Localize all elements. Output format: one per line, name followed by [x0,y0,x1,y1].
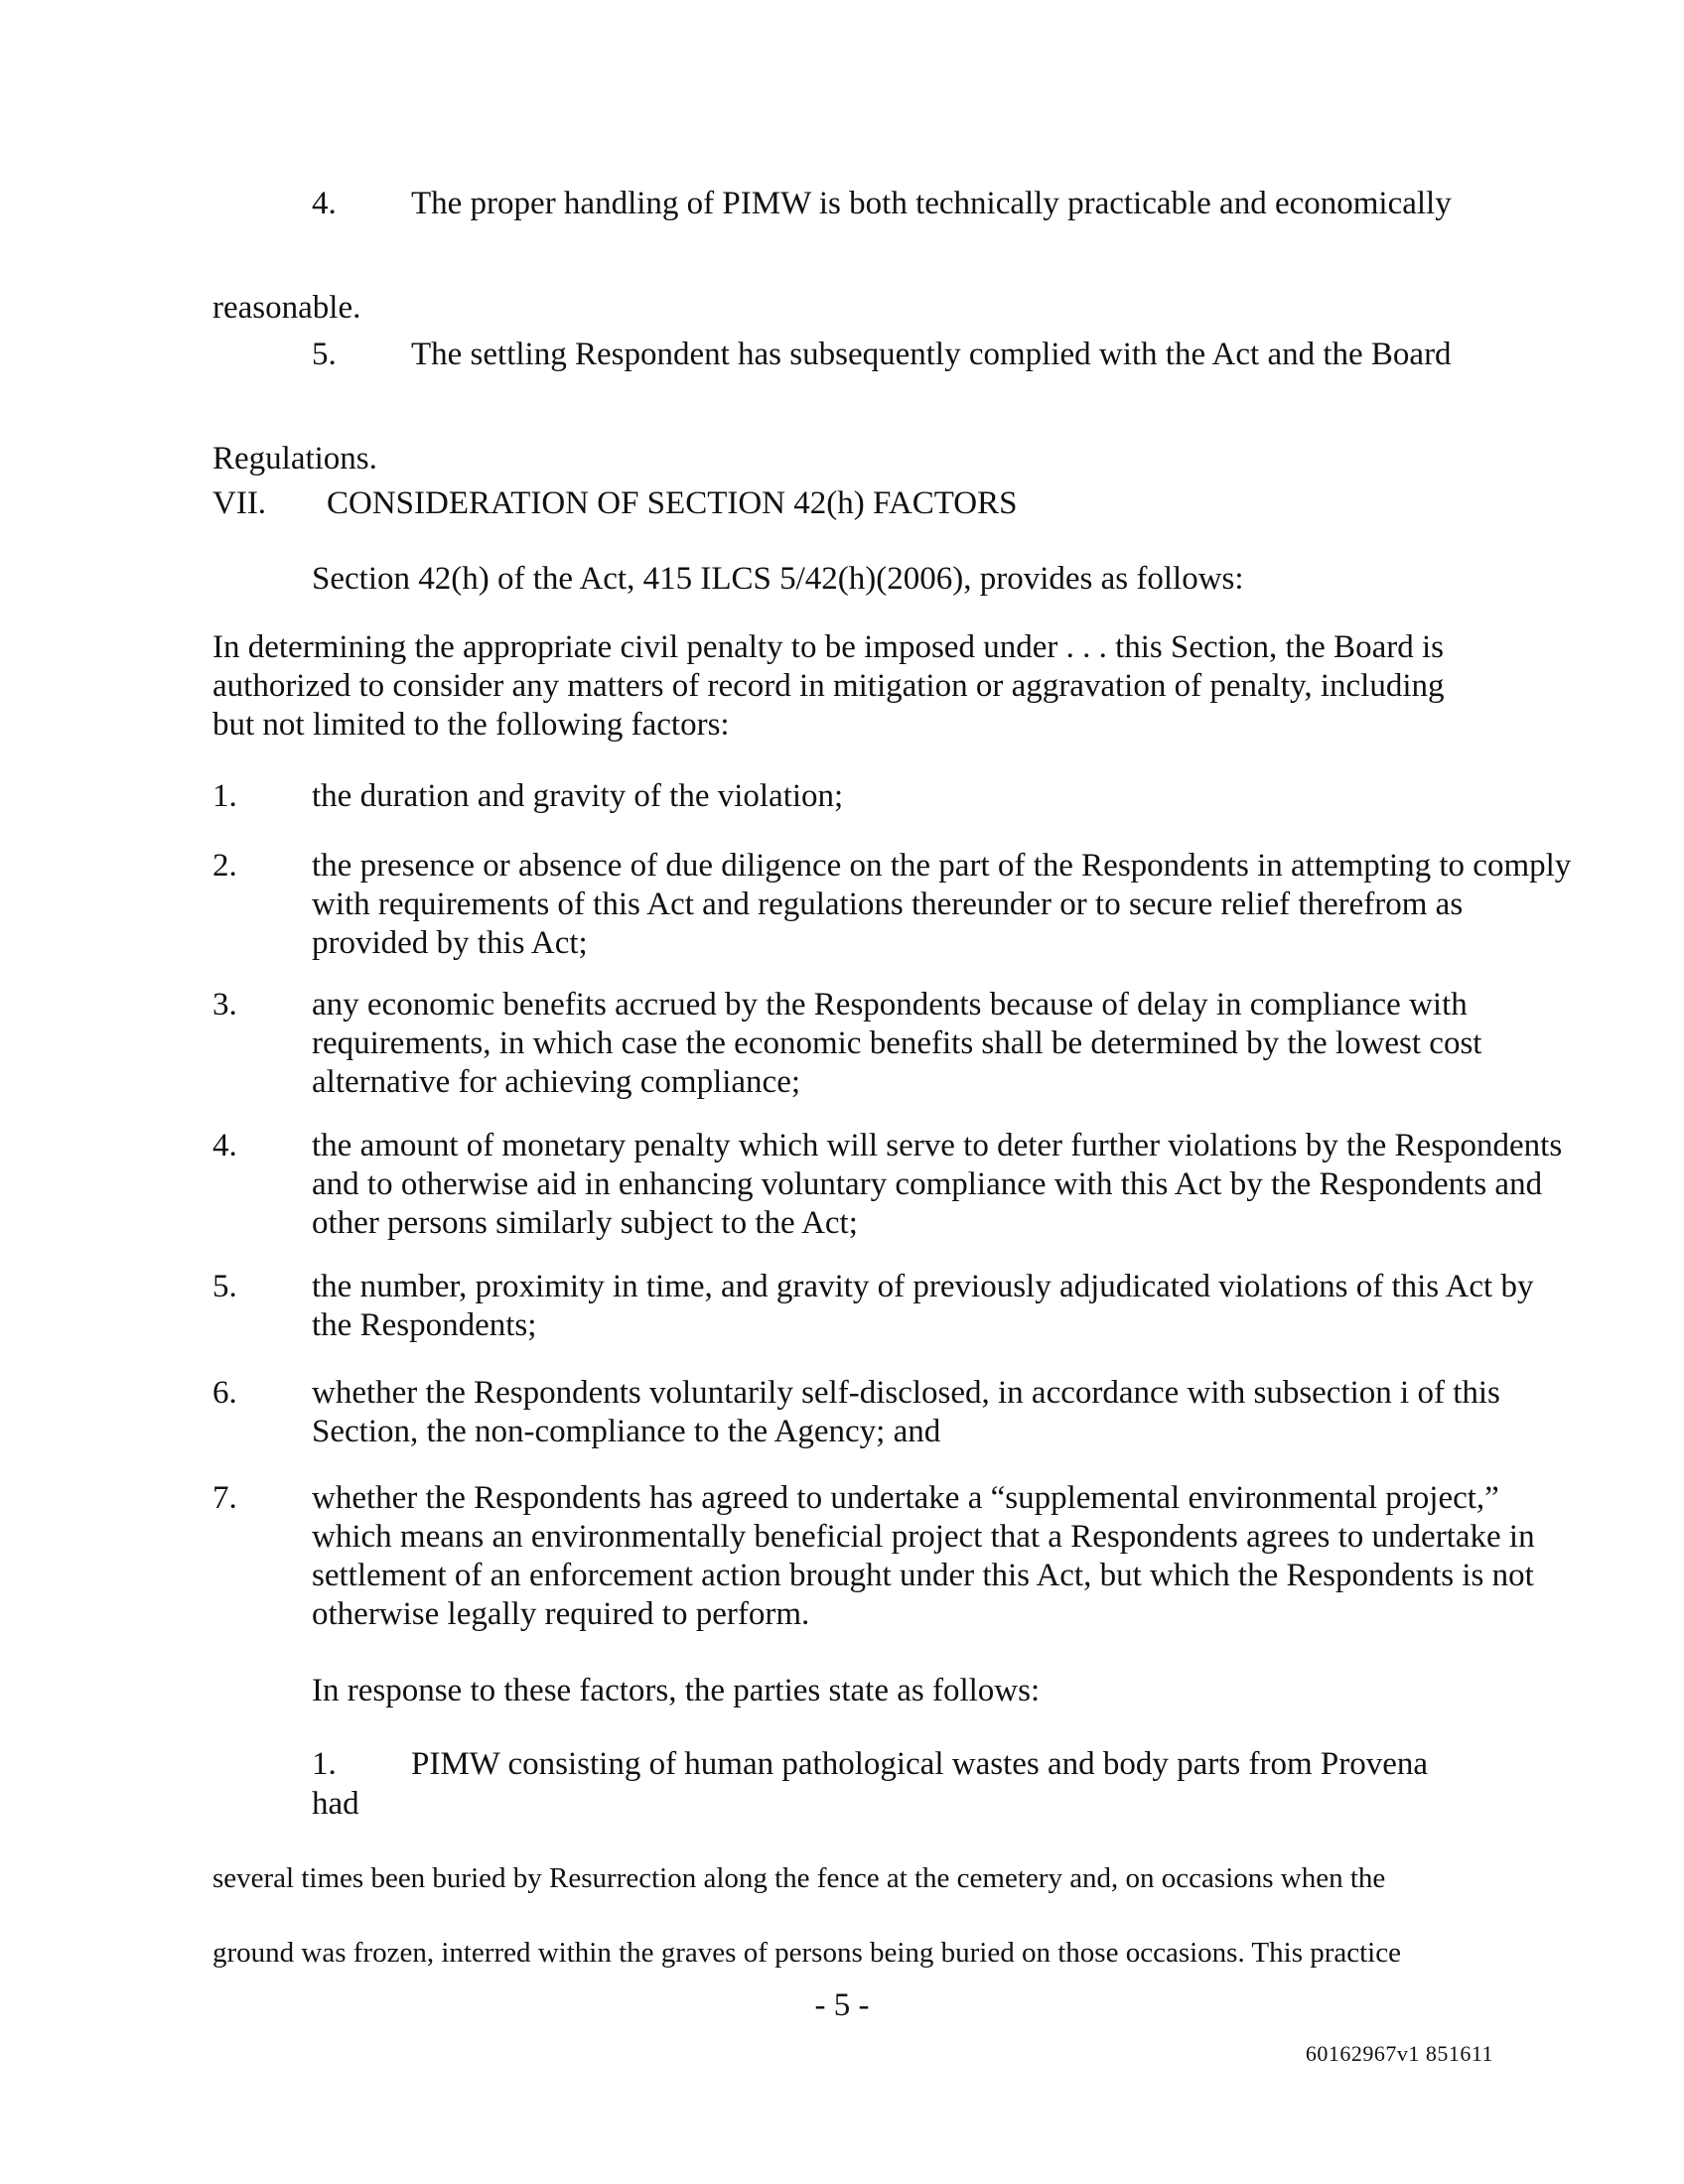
paragraph-number: 1. [312,1746,337,1782]
factor-text: any economic benefits accrued by the Respondents because of delay in compliance with requirements, in which case the economic benefits shall be determined by the lowest cost alternative for achieving compliance; [312,987,1482,1100]
factor-number: 2. [212,848,237,884]
section-number: VII. [212,485,267,521]
factor-number: 3. [212,987,237,1023]
paragraph-text: The proper handling of PIMW is both technically practicable and economically [411,186,1452,221]
paragraph-text: The settling Respondent has subsequently complied with the Act and the Board [411,337,1452,372]
factor-text: whether the Respondents has agreed to undertake a “supplemental environmental project,” which means an environmentally beneficial project that a Respondents agrees to undertake in settlement of an enforcement action brought under this Act, but which the Respondents is not otherwise legally required to perform. [312,1480,1535,1632]
factor-number: 7. [212,1480,237,1516]
factor-6 [212,1374,1573,1451]
factor-text: the amount of monetary penalty which will serve to deter further violations by the Respondents and to otherwise aid in enhancing voluntary compliance with this Act by the Respondents and other persons similarly subject to the Act; [312,1128,1563,1241]
factor-number: 5. [212,1269,237,1304]
factor-text: the number, proximity in time, and gravity of previously adjudicated violations of this Act by the Respondents; [312,1269,1534,1343]
factor-2 [212,847,1573,963]
factor-3 [212,986,1573,1102]
paragraph-number: 5. [312,337,337,372]
response-intro: In response to these factors, the parties state as follows: [312,1673,1041,1708]
factor-1 [212,777,1573,816]
paragraph-line-2: several times been buried by Resurrection along the fence at the cemetery and, on occasions when the [212,1862,1386,1894]
factor-number: 6. [212,1375,237,1411]
page-number: - 5 - [814,1987,870,2023]
paragraph-text: PIMW consisting of human pathological wastes and body parts from Provena had [312,1746,1429,1822]
paragraph-number: 4. [312,186,337,221]
factor-7 [212,1479,1573,1634]
paragraph-continuation: reasonable. [212,290,361,326]
factor-5 [212,1268,1573,1345]
response-paragraph-1 [212,1744,1474,1973]
quote-lead: In determining the appropriate civil penalty to be imposed under . . . this Section, the Board is authorized to consider any matters of record in mitigation or aggravation of penalty, including but not limited to the following factors: [212,629,1445,743]
factor-number: 4. [212,1128,237,1163]
paragraph-line-3: ground was frozen, interred within the graves of persons being buried on those occasions. This practice [212,1937,1401,1969]
paragraph-5 [212,335,1474,478]
document-id: 60162967v1 851611 [1305,2041,1493,2066]
paragraph-continuation: Regulations. [212,441,377,477]
factor-text: the duration and gravity of the violation; [312,778,844,814]
section-intro: Section 42(h) of the Act, 415 ILCS 5/42(h)(2006), provides as follows: [312,561,1244,597]
factor-4 [212,1127,1573,1243]
section-title: CONSIDERATION OF SECTION 42(h) FACTORS [327,485,1018,521]
factor-text: whether the Respondents voluntarily self-disclosed, in accordance with subsection i of this Section, the non-compliance to the Agency; and [312,1375,1500,1449]
factor-number: 1. [212,778,237,814]
factor-text: the presence or absence of due diligence on the part of the Respondents in attempting to comply with requirements of this Act and regulations thereunder or to secure relief therefrom as provided by this Act; [312,848,1572,961]
paragraph-4 [212,184,1474,328]
section-heading [212,483,1018,523]
